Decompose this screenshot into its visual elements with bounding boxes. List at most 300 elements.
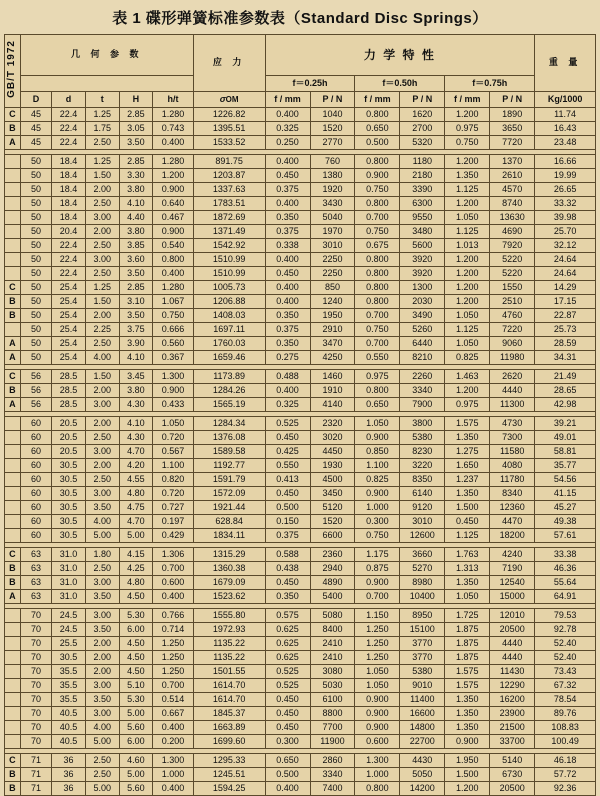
cell-f-050h: 0.900 xyxy=(355,576,400,590)
cell-P-025h: 2410 xyxy=(310,637,355,651)
cell-h-over-t: 0.200 xyxy=(153,735,193,749)
cell-d: 28.5 xyxy=(52,398,86,412)
cell-D: 60 xyxy=(20,487,51,501)
cell-h-over-t: 0.429 xyxy=(153,529,193,543)
row-class-cell xyxy=(5,473,21,487)
cell-weight: 41.15 xyxy=(535,487,596,501)
row-class-cell xyxy=(5,417,21,431)
cell-stress: 1614.70 xyxy=(193,679,265,693)
cell-h-over-t: 0.400 xyxy=(153,721,193,735)
cell-D: 70 xyxy=(20,707,51,721)
cell-weight: 46.36 xyxy=(535,562,596,576)
col-header-d: d xyxy=(52,92,86,108)
cell-f-075h: 1.875 xyxy=(445,637,490,651)
cell-P-050h: 3390 xyxy=(400,183,445,197)
cell-f-075h: 1.050 xyxy=(445,337,490,351)
cell-H: 4.30 xyxy=(119,431,153,445)
cell-f-050h: 0.900 xyxy=(355,707,400,721)
row-class-cell xyxy=(5,623,21,637)
cell-f-025h: 0.400 xyxy=(265,108,310,122)
cell-P-075h: 5140 xyxy=(490,754,535,768)
cell-f-025h: 0.525 xyxy=(265,417,310,431)
cell-weight: 54.56 xyxy=(535,473,596,487)
table-row xyxy=(5,501,596,515)
cell-stress: 891.75 xyxy=(193,155,265,169)
cell-P-050h: 5050 xyxy=(400,768,445,782)
cell-f-025h: 0.500 xyxy=(265,768,310,782)
row-class-cell: A xyxy=(5,337,21,351)
cell-f-025h: 0.400 xyxy=(265,782,310,796)
cell-f-025h: 0.525 xyxy=(265,665,310,679)
cell-H: 4.20 xyxy=(119,459,153,473)
cell-H: 3.05 xyxy=(119,122,153,136)
row-class-cell: B xyxy=(5,768,21,782)
cell-h-over-t: 0.433 xyxy=(153,398,193,412)
cell-weight: 39.21 xyxy=(535,417,596,431)
page-title: 表 1 碟形弹簧标准参数表（Standard Disc Springs） xyxy=(112,10,488,27)
cell-h-over-t: 1.000 xyxy=(153,768,193,782)
cell-t: 3.50 xyxy=(85,501,119,515)
cell-f-025h: 0.375 xyxy=(265,323,310,337)
row-class-cell: A xyxy=(5,351,21,365)
cell-D: 70 xyxy=(20,721,51,735)
cell-f-050h: 0.800 xyxy=(355,108,400,122)
cell-h-over-t: 0.540 xyxy=(153,239,193,253)
table-row xyxy=(5,253,596,267)
table-row xyxy=(5,417,596,431)
cell-weight: 25.73 xyxy=(535,323,596,337)
cell-stress: 1699.60 xyxy=(193,735,265,749)
table-row xyxy=(5,431,596,445)
cell-f-025h: 0.650 xyxy=(265,754,310,768)
table-body xyxy=(5,108,596,796)
cell-weight: 14.29 xyxy=(535,281,596,295)
cell-d: 18.4 xyxy=(52,155,86,169)
cell-stress: 1565.19 xyxy=(193,398,265,412)
cell-t: 2.00 xyxy=(85,225,119,239)
cell-t: 5.00 xyxy=(85,735,119,749)
row-class-cell xyxy=(5,609,21,623)
cell-f-050h: 0.800 xyxy=(355,384,400,398)
cell-P-025h: 4450 xyxy=(310,445,355,459)
cell-t: 2.50 xyxy=(85,337,119,351)
row-class-cell xyxy=(5,253,21,267)
cell-stress: 1594.25 xyxy=(193,782,265,796)
cell-P-025h: 8400 xyxy=(310,623,355,637)
table-row xyxy=(5,651,596,665)
row-class-cell: C xyxy=(5,108,21,122)
cell-P-075h: 11580 xyxy=(490,445,535,459)
cell-stress: 1542.92 xyxy=(193,239,265,253)
row-class-cell: A xyxy=(5,398,21,412)
cell-H: 3.80 xyxy=(119,183,153,197)
table-row xyxy=(5,445,596,459)
cell-P-050h: 14800 xyxy=(400,721,445,735)
row-class-cell xyxy=(5,197,21,211)
table-row xyxy=(5,515,596,529)
row-class-cell xyxy=(5,239,21,253)
cell-P-050h: 6440 xyxy=(400,337,445,351)
cell-t: 3.50 xyxy=(85,693,119,707)
cell-D: 70 xyxy=(20,665,51,679)
cell-weight: 22.87 xyxy=(535,309,596,323)
cell-weight: 92.78 xyxy=(535,623,596,637)
cell-H: 6.00 xyxy=(119,735,153,749)
row-class-cell xyxy=(5,637,21,651)
cell-f-075h: 1.763 xyxy=(445,548,490,562)
cell-weight: 46.18 xyxy=(535,754,596,768)
cell-P-075h: 3650 xyxy=(490,122,535,136)
cell-h-over-t: 1.100 xyxy=(153,459,193,473)
load-025h-header: f＝0.25h xyxy=(265,76,355,92)
cell-P-025h: 2410 xyxy=(310,651,355,665)
cell-D: 70 xyxy=(20,623,51,637)
row-class-cell xyxy=(5,651,21,665)
cell-P-075h: 11780 xyxy=(490,473,535,487)
cell-H: 3.50 xyxy=(119,267,153,281)
cell-stress: 1510.99 xyxy=(193,267,265,281)
cell-f-075h: 0.450 xyxy=(445,515,490,529)
cell-h-over-t: 1.067 xyxy=(153,295,193,309)
cell-P-075h: 2610 xyxy=(490,169,535,183)
row-class-cell: B xyxy=(5,576,21,590)
cell-f-050h: 0.800 xyxy=(355,782,400,796)
cell-t: 3.00 xyxy=(85,679,119,693)
cell-f-050h: 0.300 xyxy=(355,515,400,529)
cell-D: 71 xyxy=(20,782,51,796)
cell-H: 3.80 xyxy=(119,225,153,239)
row-class-cell xyxy=(5,445,21,459)
row-class-cell xyxy=(5,155,21,169)
cell-P-050h: 5270 xyxy=(400,562,445,576)
cell-f-050h: 1.000 xyxy=(355,501,400,515)
cell-h-over-t: 0.800 xyxy=(153,253,193,267)
cell-P-025h: 2250 xyxy=(310,253,355,267)
cell-t: 1.25 xyxy=(85,155,119,169)
cell-P-050h: 3660 xyxy=(400,548,445,562)
cell-P-025h: 3020 xyxy=(310,431,355,445)
row-class-cell xyxy=(5,225,21,239)
cell-H: 4.60 xyxy=(119,754,153,768)
cell-P-050h: 3920 xyxy=(400,253,445,267)
cell-t: 3.00 xyxy=(85,211,119,225)
cell-f-075h: 1.350 xyxy=(445,693,490,707)
cell-D: 70 xyxy=(20,609,51,623)
cell-h-over-t: 0.400 xyxy=(153,267,193,281)
cell-t: 3.00 xyxy=(85,445,119,459)
cell-P-025h: 1950 xyxy=(310,309,355,323)
col-header-P1: P / N xyxy=(310,92,355,108)
cell-P-075h: 12360 xyxy=(490,501,535,515)
cell-d: 30.5 xyxy=(52,459,86,473)
cell-h-over-t: 0.900 xyxy=(153,183,193,197)
cell-H: 2.85 xyxy=(119,281,153,295)
table-row xyxy=(5,136,596,150)
cell-stress: 1408.03 xyxy=(193,309,265,323)
row-class-cell xyxy=(5,431,21,445)
cell-stress: 1872.69 xyxy=(193,211,265,225)
table-row xyxy=(5,267,596,281)
cell-P-075h: 1890 xyxy=(490,108,535,122)
cell-f-025h: 0.400 xyxy=(265,253,310,267)
cell-D: 50 xyxy=(20,183,51,197)
cell-t: 2.00 xyxy=(85,665,119,679)
cell-weight: 52.40 xyxy=(535,637,596,651)
cell-t: 3.00 xyxy=(85,609,119,623)
cell-t: 3.00 xyxy=(85,253,119,267)
cell-d: 40.5 xyxy=(52,735,86,749)
cell-h-over-t: 0.900 xyxy=(153,225,193,239)
cell-H: 4.50 xyxy=(119,665,153,679)
cell-weight: 67.32 xyxy=(535,679,596,693)
cell-f-075h: 1.125 xyxy=(445,183,490,197)
cell-P-025h: 5040 xyxy=(310,211,355,225)
cell-t: 5.00 xyxy=(85,782,119,796)
cell-stress: 1173.89 xyxy=(193,370,265,384)
cell-t: 2.00 xyxy=(85,384,119,398)
cell-H: 4.10 xyxy=(119,417,153,431)
cell-h-over-t: 0.727 xyxy=(153,501,193,515)
cell-f-025h: 0.450 xyxy=(265,693,310,707)
cell-f-075h: 1.575 xyxy=(445,679,490,693)
cell-f-050h: 0.650 xyxy=(355,398,400,412)
cell-stress: 1760.03 xyxy=(193,337,265,351)
cell-P-075h: 12540 xyxy=(490,576,535,590)
cell-P-050h: 12600 xyxy=(400,529,445,543)
cell-D: 60 xyxy=(20,529,51,543)
cell-t: 3.00 xyxy=(85,398,119,412)
col-header-h-over-t: h/t xyxy=(153,92,193,108)
cell-f-025h: 0.450 xyxy=(265,576,310,590)
cell-f-025h: 0.300 xyxy=(265,735,310,749)
cell-f-025h: 0.500 xyxy=(265,501,310,515)
cell-f-075h: 0.975 xyxy=(445,122,490,136)
table-row xyxy=(5,211,596,225)
cell-d: 18.4 xyxy=(52,169,86,183)
cell-t: 2.00 xyxy=(85,459,119,473)
cell-H: 4.70 xyxy=(119,445,153,459)
cell-weight: 73.43 xyxy=(535,665,596,679)
cell-P-075h: 20500 xyxy=(490,782,535,796)
cell-f-025h: 0.400 xyxy=(265,281,310,295)
table-row xyxy=(5,782,596,796)
cell-f-075h: 1.350 xyxy=(445,721,490,735)
cell-f-050h: 0.675 xyxy=(355,239,400,253)
cell-f-075h: 1.200 xyxy=(445,108,490,122)
cell-f-075h: 1.650 xyxy=(445,459,490,473)
cell-stress: 1845.37 xyxy=(193,707,265,721)
table-row xyxy=(5,295,596,309)
cell-P-050h: 8350 xyxy=(400,473,445,487)
cell-f-025h: 0.400 xyxy=(265,197,310,211)
table-group-header-row xyxy=(5,35,596,76)
cell-f-050h: 0.800 xyxy=(355,295,400,309)
cell-t: 1.80 xyxy=(85,548,119,562)
cell-H: 3.10 xyxy=(119,295,153,309)
cell-weight: 33.32 xyxy=(535,197,596,211)
cell-t: 4.00 xyxy=(85,721,119,735)
cell-H: 5.00 xyxy=(119,529,153,543)
cell-D: 50 xyxy=(20,295,51,309)
cell-h-over-t: 0.666 xyxy=(153,323,193,337)
cell-h-over-t: 0.667 xyxy=(153,707,193,721)
cell-f-075h: 1.125 xyxy=(445,225,490,239)
cell-D: 70 xyxy=(20,679,51,693)
cell-P-025h: 1970 xyxy=(310,225,355,239)
cell-D: 50 xyxy=(20,351,51,365)
cell-d: 22.4 xyxy=(52,108,86,122)
cell-P-025h: 3450 xyxy=(310,487,355,501)
cell-f-075h: 1.200 xyxy=(445,197,490,211)
cell-f-025h: 0.625 xyxy=(265,651,310,665)
cell-H: 4.40 xyxy=(119,211,153,225)
cell-H: 4.75 xyxy=(119,501,153,515)
cell-P-025h: 4140 xyxy=(310,398,355,412)
cell-d: 35.5 xyxy=(52,679,86,693)
cell-H: 6.00 xyxy=(119,623,153,637)
cell-d: 20.4 xyxy=(52,225,86,239)
cell-h-over-t: 1.250 xyxy=(153,665,193,679)
cell-stress: 1555.80 xyxy=(193,609,265,623)
cell-d: 36 xyxy=(52,782,86,796)
cell-t: 2.50 xyxy=(85,562,119,576)
table-row xyxy=(5,529,596,543)
cell-f-050h: 1.050 xyxy=(355,679,400,693)
cell-P-025h: 6600 xyxy=(310,529,355,543)
cell-t: 2.00 xyxy=(85,183,119,197)
table-row xyxy=(5,735,596,749)
cell-d: 35.5 xyxy=(52,693,86,707)
cell-D: 45 xyxy=(20,122,51,136)
cell-P-075h: 4240 xyxy=(490,548,535,562)
cell-P-025h: 6100 xyxy=(310,693,355,707)
table-row xyxy=(5,707,596,721)
cell-f-075h: 1.125 xyxy=(445,529,490,543)
table-row xyxy=(5,351,596,365)
cell-P-025h: 3340 xyxy=(310,768,355,782)
cell-d: 20.5 xyxy=(52,417,86,431)
cell-f-025h: 0.550 xyxy=(265,459,310,473)
cell-P-075h: 4440 xyxy=(490,384,535,398)
cell-weight: 89.76 xyxy=(535,707,596,721)
cell-f-075h: 1.350 xyxy=(445,576,490,590)
cell-D: 60 xyxy=(20,431,51,445)
table-column-header-row xyxy=(5,92,596,108)
cell-P-075h: 18200 xyxy=(490,529,535,543)
cell-D: 70 xyxy=(20,651,51,665)
cell-P-050h: 6140 xyxy=(400,487,445,501)
cell-weight: 55.64 xyxy=(535,576,596,590)
cell-stress: 1523.62 xyxy=(193,590,265,604)
cell-H: 4.80 xyxy=(119,487,153,501)
cell-H: 3.30 xyxy=(119,169,153,183)
cell-P-050h: 5600 xyxy=(400,239,445,253)
table-row xyxy=(5,169,596,183)
cell-f-025h: 0.350 xyxy=(265,211,310,225)
cell-P-075h: 1550 xyxy=(490,281,535,295)
cell-f-025h: 0.375 xyxy=(265,183,310,197)
cell-H: 5.00 xyxy=(119,768,153,782)
cell-f-050h: 0.800 xyxy=(355,197,400,211)
cell-f-025h: 0.350 xyxy=(265,590,310,604)
cell-f-050h: 1.150 xyxy=(355,609,400,623)
cell-t: 4.00 xyxy=(85,351,119,365)
cell-weight: 16.66 xyxy=(535,155,596,169)
cell-f-075h: 1.350 xyxy=(445,431,490,445)
row-class-cell xyxy=(5,735,21,749)
cell-P-025h: 2360 xyxy=(310,548,355,562)
cell-P-075h: 4570 xyxy=(490,183,535,197)
cell-f-050h: 1.000 xyxy=(355,768,400,782)
cell-stress: 1192.77 xyxy=(193,459,265,473)
cell-H: 4.55 xyxy=(119,473,153,487)
cell-P-050h: 3800 xyxy=(400,417,445,431)
cell-t: 2.00 xyxy=(85,637,119,651)
cell-stress: 1501.55 xyxy=(193,665,265,679)
table-row xyxy=(5,768,596,782)
cell-P-050h: 1300 xyxy=(400,281,445,295)
cell-weight: 17.15 xyxy=(535,295,596,309)
cell-P-050h: 9550 xyxy=(400,211,445,225)
cell-H: 4.10 xyxy=(119,351,153,365)
cell-weight: 16.43 xyxy=(535,122,596,136)
cell-t: 2.50 xyxy=(85,136,119,150)
cell-t: 4.00 xyxy=(85,515,119,529)
cell-H: 3.50 xyxy=(119,136,153,150)
cell-t: 2.25 xyxy=(85,323,119,337)
geometry-group-header: 几 何 参 数 xyxy=(20,35,193,76)
row-class-cell: C xyxy=(5,281,21,295)
cell-stress: 1614.70 xyxy=(193,693,265,707)
cell-P-075h: 8740 xyxy=(490,197,535,211)
cell-f-075h: 0.900 xyxy=(445,735,490,749)
cell-P-075h: 23900 xyxy=(490,707,535,721)
cell-f-050h: 1.050 xyxy=(355,417,400,431)
cell-f-075h: 1.050 xyxy=(445,590,490,604)
cell-P-075h: 21500 xyxy=(490,721,535,735)
table-row xyxy=(5,281,596,295)
cell-P-075h: 8340 xyxy=(490,487,535,501)
cell-f-050h: 0.700 xyxy=(355,590,400,604)
cell-f-075h: 1.200 xyxy=(445,253,490,267)
cell-D: 60 xyxy=(20,459,51,473)
cell-P-025h: 3080 xyxy=(310,665,355,679)
cell-H: 4.30 xyxy=(119,398,153,412)
cell-weight: 58.81 xyxy=(535,445,596,459)
cell-P-025h: 4500 xyxy=(310,473,355,487)
cell-h-over-t: 0.600 xyxy=(153,576,193,590)
cell-f-075h: 1.237 xyxy=(445,473,490,487)
cell-H: 5.00 xyxy=(119,707,153,721)
cell-t: 1.50 xyxy=(85,370,119,384)
cell-t: 1.50 xyxy=(85,295,119,309)
cell-f-050h: 0.975 xyxy=(355,370,400,384)
cell-f-075h: 1.350 xyxy=(445,707,490,721)
row-class-cell: B xyxy=(5,309,21,323)
cell-d: 36 xyxy=(52,768,86,782)
cell-h-over-t: 1.300 xyxy=(153,370,193,384)
cell-f-050h: 0.800 xyxy=(355,267,400,281)
cell-stress: 1591.79 xyxy=(193,473,265,487)
cell-f-025h: 0.488 xyxy=(265,370,310,384)
cell-f-025h: 0.450 xyxy=(265,431,310,445)
cell-d: 35.5 xyxy=(52,665,86,679)
cell-t: 3.50 xyxy=(85,623,119,637)
cell-stress: 1245.51 xyxy=(193,768,265,782)
table-row xyxy=(5,623,596,637)
cell-f-075h: 1.200 xyxy=(445,155,490,169)
cell-D: 63 xyxy=(20,562,51,576)
